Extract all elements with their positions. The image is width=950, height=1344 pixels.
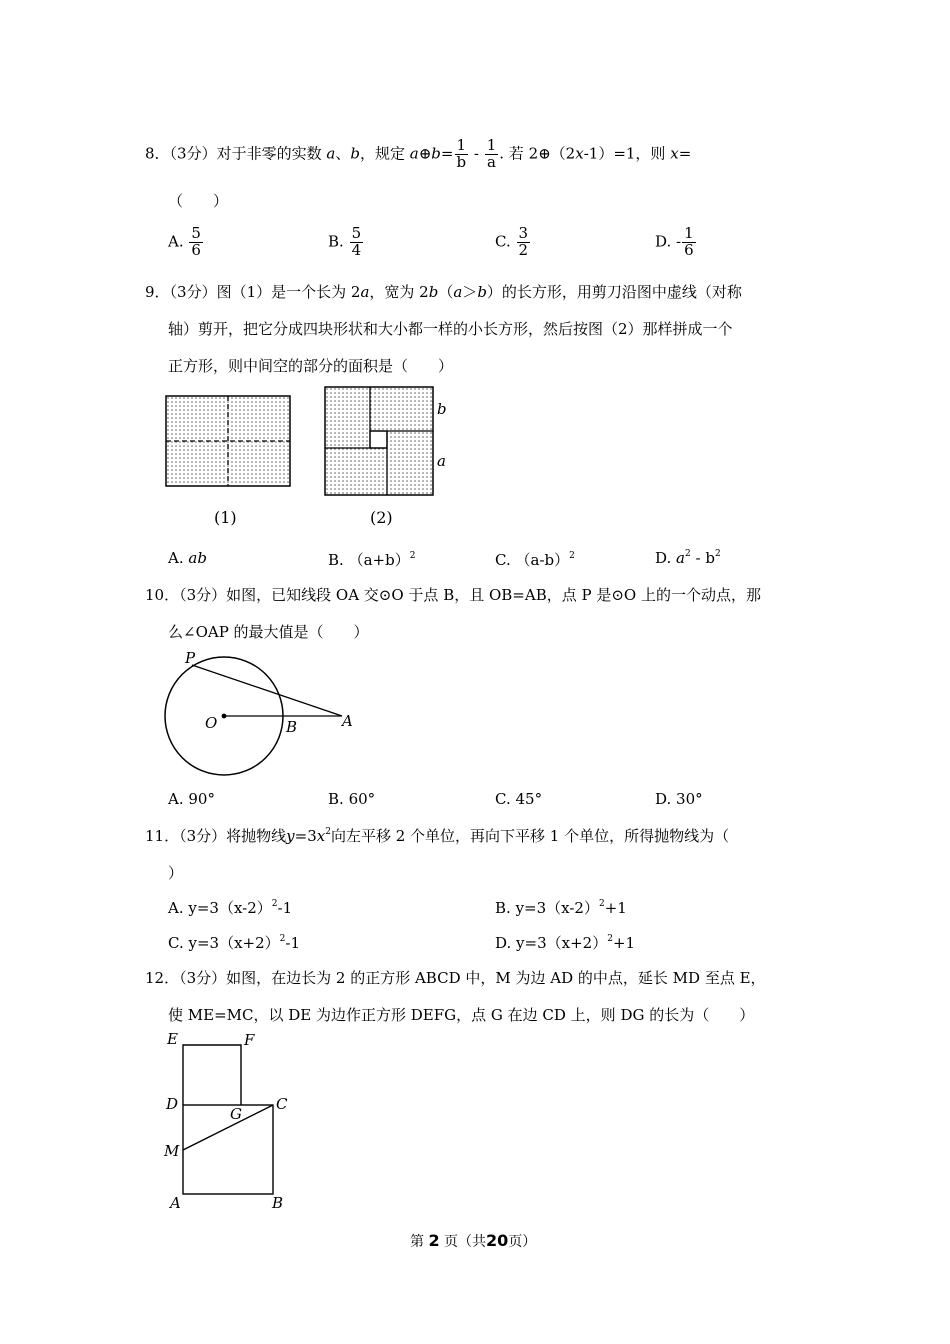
- fig2-label-a: a: [437, 452, 446, 470]
- q8-option-c[interactable]: C. $\frac{3}{2}$: [495, 224, 529, 259]
- fig2-label-b: b: [437, 400, 447, 418]
- q11-option-d[interactable]: D. $y=3(x+2)^2+1$: [495, 934, 636, 952]
- q12-label-B: B: [272, 1194, 284, 1212]
- q12-label-F: F: [244, 1031, 255, 1049]
- q8-line1: 8．（3分）对于非零的实数 a、b，规定 a⊕b= $\frac{1}{b}$ - $\frac{1}{a}$ . 若 2⊕（2x-1）=1，则 x=: [145, 136, 692, 171]
- q10-option-b[interactable]: B. 60°: [328, 790, 376, 808]
- q11-option-a[interactable]: A. $y=3(x-2)^2-1$: [168, 899, 293, 917]
- q10-line1: 10．（3分）如图，已知线段 OA 交⊙O 于点 B，且 OB=AB，点 P 是⊙O 上的一个动点，那: [145, 586, 761, 604]
- q12-segment-MC: [183, 1105, 273, 1150]
- q9-option-d[interactable]: D. $a^2 - b^2$: [655, 549, 721, 567]
- fig2-hole: [370, 431, 387, 448]
- q9-figure-2: [322, 384, 452, 498]
- page-footer: 第 2 页（共20页）: [410, 1231, 537, 1250]
- q10-label-A: A: [342, 712, 353, 730]
- q9-option-b[interactable]: B. $(a+b)^2$: [328, 551, 416, 569]
- q12-square-ABCD: [183, 1105, 273, 1194]
- q10-option-a[interactable]: A. 90°: [168, 790, 215, 808]
- q10-figure: [155, 648, 365, 780]
- q12-line2: 使 ME=MC，以 DE 为边作正方形 DEFG，点 G 在边 CD 上，则 DG 的长为（ ）: [168, 1006, 755, 1024]
- q12-label-D: D: [166, 1095, 179, 1113]
- q10-label-B: B: [286, 718, 298, 736]
- q10-option-c[interactable]: C. 45°: [495, 790, 543, 808]
- q11-option-b[interactable]: B. $y=3(x-2)^2+1$: [495, 899, 627, 917]
- q11-option-c[interactable]: C. $y=3(x+2)^2-1$: [168, 934, 301, 952]
- q8-frac-1a: $\frac{1}{a}$: [486, 136, 497, 171]
- q12-label-A: A: [170, 1194, 181, 1212]
- q10-label-P: P: [185, 649, 196, 667]
- q9-fig1-caption: (1): [214, 508, 237, 527]
- q10-label-O: O: [205, 714, 218, 732]
- q8-option-d[interactable]: D. - $\frac{1}{6}$: [655, 224, 694, 259]
- q10-option-d[interactable]: D. 30°: [655, 790, 703, 808]
- q12-square-DEFG: [183, 1045, 241, 1105]
- q9-fig2-caption: (2): [370, 508, 393, 527]
- footer-total-pages: 20: [486, 1231, 509, 1250]
- q8-answer-paren: （ ）: [168, 192, 229, 210]
- q8-frac-1b: $\frac{1}{b}$: [456, 136, 467, 171]
- q9-figure-1: [163, 393, 295, 491]
- q12-label-C: C: [276, 1095, 288, 1113]
- footer-page-number: 2: [428, 1231, 440, 1250]
- q11-line2: ）: [168, 864, 184, 882]
- q12-label-E: E: [167, 1030, 178, 1048]
- q12-label-M: M: [164, 1142, 180, 1160]
- q12-figure: [160, 1030, 300, 1215]
- q9-line3: 正方形，则中间空的部分的面积是（ ）: [168, 357, 454, 375]
- q9-line2: 轴）剪开，把它分成四块形状和大小都一样的小长方形，然后按图（2）那样拼成一个: [168, 320, 733, 338]
- q9-option-c[interactable]: C. $(a-b)^2$: [495, 551, 575, 569]
- q8-option-b[interactable]: B. $\frac{5}{4}$: [328, 224, 362, 259]
- q10-line2: 么∠OAP 的最大值是（ ）: [168, 623, 369, 641]
- q10-segment-PA: [192, 665, 342, 716]
- q11-line1: 11．（3分）将抛物线$y=3x^2$向左平移 2 个单位，再向下平移 1 个单位，所得抛物线为（: [145, 827, 730, 845]
- q8-option-a[interactable]: A. $\frac{5}{6}$: [168, 224, 201, 259]
- q12-label-G: G: [230, 1105, 242, 1123]
- q12-line1: 12．（3分）如图，在边长为 2 的正方形 ABCD 中，M 为边 AD 的中点，延长 MD 至点 E，: [145, 969, 766, 987]
- q9-option-a[interactable]: A. ab: [168, 549, 207, 567]
- q9-line1: 9．（3分）图（1）是一个长为 2a，宽为 2b（a＞b）的长方形，用剪刀沿图中虚线（对称: [145, 283, 742, 301]
